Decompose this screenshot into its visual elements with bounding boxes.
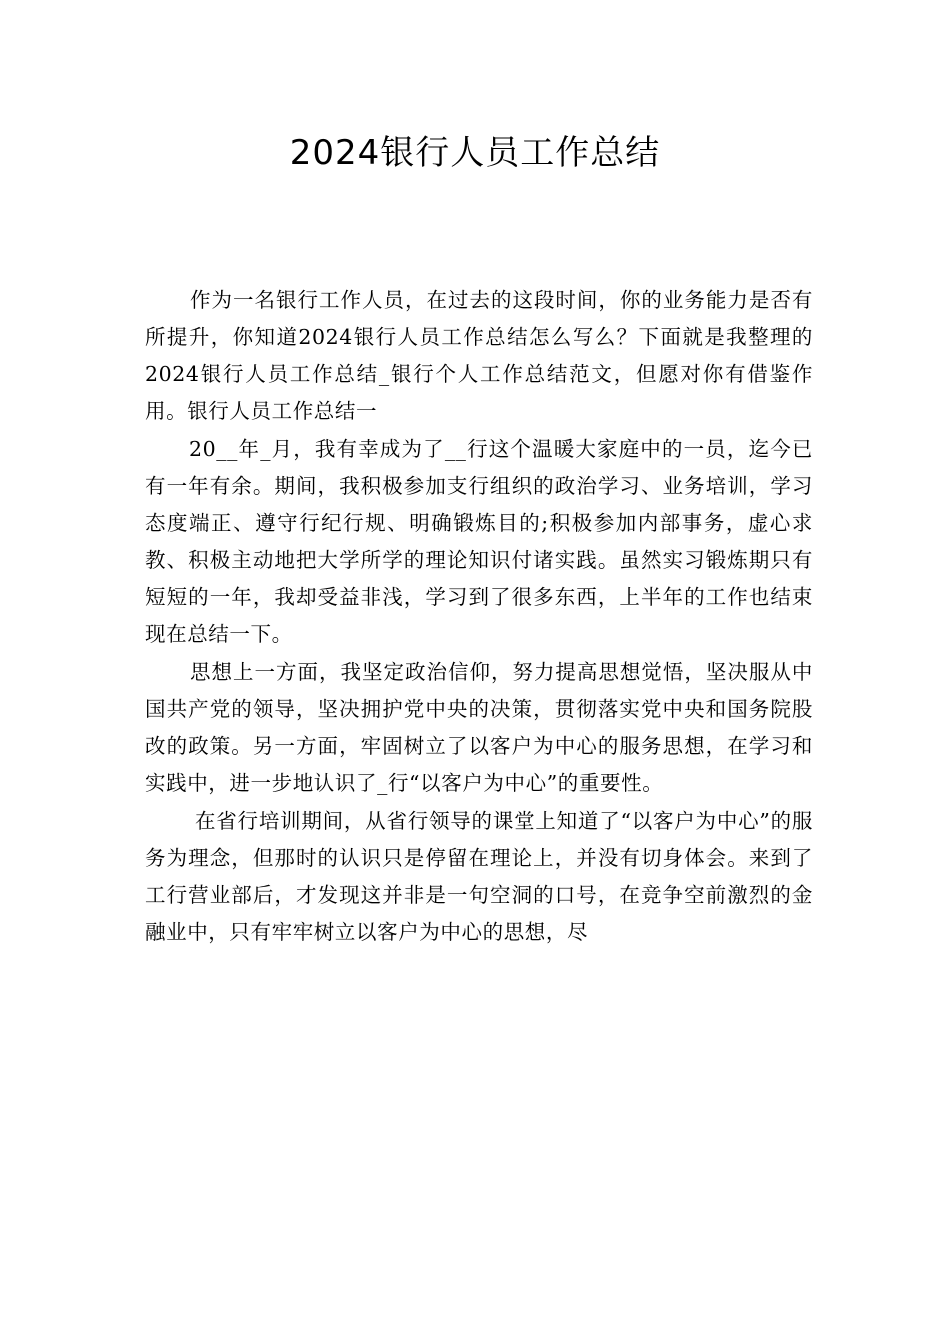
paragraph-intro: 作为一名银行工作人员，在过去的这段时间，你的业务能力是否有所提升，你知道2024银行人员工作总结怎么写么？下面就是我整理的2024银行人员工作总结_银行个人工作总结范文，但愿对你有借鉴作用。银行人员工作总结一 [145,288,813,423]
document-body [145,282,813,951]
paragraph-ideology: 思想上一方面，我坚定政治信仰，努力提高思想觉悟，坚决服从中国共产党的领导，坚决拥护党中央的决策，贯彻落实党中央和国务院股改的政策。另一方面，牢固树立了以客户为中心的服务思想，在学习和实践中，进一步地认识了_行“以客户为中心”的重要性。 [145,660,813,795]
paragraph-training: 在省行培训期间，从省行领导的课堂上知道了“以客户为中心”的服务为理念，但那时的认识只是停留在理论上，并没有切身体会。来到了工行营业部后，才发现这并非是一句空洞的口号，在竞争空前激烈的金融业中，只有牢牢树立以客户为中心的思想，尽 [145,809,813,944]
document-title: 2024银行人员工作总结 [289,133,661,173]
paragraph-joining: 20__年_月，我有幸成为了__行这个温暖大家庭中的一员，迄今已有一年有余。期间，我积极参加支行组织的政治学习、业务培训，学习态度端正、遵守行纪行规、明确锻炼目的;积极参加内部事务，虚心求教、积极主动地把大学所学的理论知识付诸实践。虽然实习锻炼期只有短短的一年，我却受益非浅，学习到了很多东西，上半年的工作也结束现在总结一下。 [145,437,813,646]
